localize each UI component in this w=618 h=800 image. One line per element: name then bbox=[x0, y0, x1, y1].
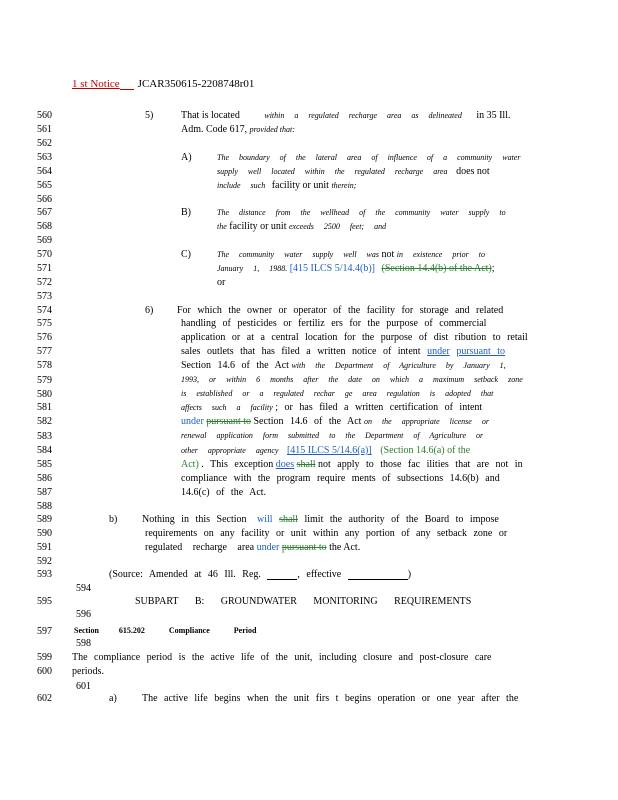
line-number-secondary: 598 bbox=[76, 638, 91, 649]
line-number: 589 bbox=[37, 514, 52, 525]
line-number: 561 bbox=[37, 124, 52, 135]
item-6-pursuant-deleted: pursuant to bbox=[206, 416, 251, 427]
line-number: 570 bbox=[37, 249, 52, 260]
item-6-line5 bbox=[181, 360, 506, 371]
item-6-label: 6) bbox=[145, 305, 154, 316]
line-number: 577 bbox=[37, 346, 52, 357]
item-C-existence: in existence prior to bbox=[396, 250, 485, 259]
line-number: 576 bbox=[37, 332, 52, 343]
item-6-license: on the appropriate license or bbox=[363, 417, 489, 426]
line-number: 597 bbox=[37, 626, 52, 637]
line-number: 592 bbox=[37, 556, 52, 567]
document-code: JCAR350615-2208748r01 bbox=[137, 78, 255, 90]
item-6-affects: affects such a facility bbox=[181, 403, 273, 412]
item-B-label: B) bbox=[181, 207, 191, 218]
item-b-under: under bbox=[256, 542, 280, 553]
header-underline bbox=[120, 89, 134, 90]
source-amended: (Source: Amended at 46 Ill. Reg. bbox=[109, 569, 261, 580]
line-number: 565 bbox=[37, 180, 52, 191]
item-C-or: or bbox=[217, 277, 226, 288]
item-b-line1 bbox=[142, 514, 499, 525]
item-6-line11 bbox=[181, 445, 470, 456]
item-C-not: not bbox=[381, 249, 395, 260]
item-b-the-act: the Act. bbox=[329, 542, 361, 553]
item-A-line1: The boundary of the lateral area of influence of a community water bbox=[217, 153, 521, 162]
item-6-line8 bbox=[181, 402, 482, 413]
line-number: 599 bbox=[37, 652, 52, 663]
item-C-line1 bbox=[217, 249, 485, 260]
section-heading bbox=[74, 626, 256, 635]
item-C-label: C) bbox=[181, 249, 191, 260]
line-number: 569 bbox=[37, 235, 52, 246]
item-B-facility: facility or unit bbox=[229, 221, 287, 232]
source-date-blank bbox=[348, 579, 408, 580]
line-number: 563 bbox=[37, 152, 52, 163]
item-6-line9 bbox=[181, 416, 489, 427]
item-6-shall-deleted: shall bbox=[296, 459, 316, 470]
line-number: 593 bbox=[37, 569, 52, 580]
item-6-under: under bbox=[181, 416, 204, 427]
line-number-secondary: 594 bbox=[76, 583, 91, 594]
notice-label: 1 st Notice bbox=[72, 78, 120, 90]
item-A-facility: facility or unit bbox=[271, 180, 329, 191]
item-6-line7: is established or a regulated rechar ge area regulation is adopted that bbox=[181, 389, 494, 398]
item-6-section-2: Section 14.6 of the Act bbox=[253, 416, 362, 427]
item-b-authority: limit the authority of the Board to impose bbox=[304, 514, 499, 525]
item-6-certification: ; or has filed a written certification of intent bbox=[275, 402, 483, 413]
subpart-heading: SUBPART B: GROUNDWATER MONITORING REQUIREMENTS bbox=[135, 596, 472, 607]
item-C-january: January 1, 1988. bbox=[217, 264, 288, 273]
line-number: 587 bbox=[37, 487, 52, 498]
line-number: 584 bbox=[37, 445, 52, 456]
line-number: 574 bbox=[37, 305, 52, 316]
item-B-exceeds: exceeds 2500 feet; and bbox=[289, 222, 387, 231]
source-effective: , effective bbox=[297, 569, 342, 580]
line-number: 564 bbox=[37, 166, 52, 177]
source-close: ) bbox=[407, 569, 412, 580]
item-A-does-not: does not bbox=[456, 166, 490, 177]
item-6-under-inserted: under bbox=[427, 346, 450, 357]
item-b-will: will bbox=[257, 514, 273, 525]
item-A-line2-italic: supply well located within the regulated recharge area bbox=[217, 167, 448, 176]
item-6-line12 bbox=[181, 459, 523, 470]
item-5-label: 5) bbox=[145, 110, 154, 121]
item-6-pursuant: pursuant to bbox=[456, 346, 506, 357]
item-5-italic: within a regulated recharge area as delineated bbox=[264, 111, 462, 120]
para-600-line2: periods. bbox=[72, 666, 104, 677]
line-number-secondary: 601 bbox=[76, 681, 91, 692]
item-5-line2 bbox=[181, 124, 295, 135]
item-6-does: does bbox=[275, 459, 295, 470]
line-number: 588 bbox=[37, 501, 52, 512]
line-number: 560 bbox=[37, 110, 52, 121]
item-b-label: b) bbox=[109, 514, 118, 525]
item-b-regulated: regulated recharge area bbox=[145, 542, 255, 553]
line-number: 602 bbox=[37, 693, 52, 704]
line-number: 568 bbox=[37, 221, 52, 232]
item-5-text: That is located bbox=[181, 110, 240, 121]
item-6-act: Act) bbox=[181, 459, 199, 470]
item-6-line10: renewal application form submitted to the Department of Agriculture or bbox=[181, 431, 484, 440]
line-number: 567 bbox=[37, 207, 52, 218]
item-b-line3 bbox=[145, 542, 360, 553]
section-title: Compliance Period bbox=[168, 626, 257, 635]
item-6-line13: compliance with the program require ments of subsections 14.6(b) and bbox=[181, 473, 500, 484]
line-number: 575 bbox=[37, 318, 52, 329]
item-6-sales: sales outlets that has filed a written notice of intent bbox=[181, 346, 421, 357]
line-number: 595 bbox=[37, 596, 52, 607]
line-number: 571 bbox=[37, 263, 52, 274]
item-b-pursuant-deleted: pursuant to bbox=[281, 542, 327, 553]
line-number: 583 bbox=[37, 431, 52, 442]
item-6-line1: For which the owner or operator of the facility for storage and related bbox=[177, 305, 504, 316]
item-6-line4 bbox=[181, 346, 505, 357]
para-602-label: a) bbox=[109, 693, 117, 704]
item-6-department: with the Department of Agriculture by January 1, bbox=[291, 361, 506, 370]
line-number: 566 bbox=[37, 194, 52, 205]
item-A-line3 bbox=[217, 180, 356, 191]
item-6-line14: 14.6(c) of the Act. bbox=[181, 487, 267, 498]
line-number: 578 bbox=[37, 360, 52, 371]
source-note bbox=[109, 569, 411, 580]
section-number: 615.202 bbox=[118, 626, 145, 635]
line-number: 580 bbox=[37, 389, 52, 400]
item-6-other-agency: other appropriate agency bbox=[181, 446, 279, 455]
item-C-line2 bbox=[217, 263, 495, 274]
document-header bbox=[72, 78, 254, 90]
item-b-line2: requirements on any facility or unit within any portion of any setback zone or bbox=[145, 528, 508, 539]
item-B-line1: The distance from the wellhead of the community water supply to bbox=[217, 208, 506, 217]
item-6-line2: handling of pesticides or fertiliz ers for the purpose of commercial bbox=[181, 318, 487, 329]
item-C-semicolon: ; bbox=[491, 263, 495, 274]
section-label: Section bbox=[74, 626, 99, 635]
line-number: 600 bbox=[37, 666, 52, 677]
item-B-line2 bbox=[217, 221, 386, 232]
line-number: 590 bbox=[37, 528, 52, 539]
para-602-line1: The active life begins when the unit firs t begins operation or one year after the bbox=[142, 693, 519, 704]
item-C-community: The community water supply well was bbox=[217, 250, 379, 259]
line-number: 585 bbox=[37, 459, 52, 470]
item-6-section: Section 14.6 of the Act bbox=[181, 360, 289, 371]
item-C-deleted-cite: (Section 14.4(b) of the Act) bbox=[381, 263, 492, 274]
item-6-exception: . This exception bbox=[201, 459, 274, 470]
item-b-nothing: Nothing in this Section bbox=[142, 514, 247, 525]
para-599-line1: The compliance period is the active life of the unit, including closure and post-closure care bbox=[72, 652, 492, 663]
item-b-shall-deleted: shall bbox=[279, 514, 298, 525]
line-number: 579 bbox=[37, 375, 52, 386]
line-number: 572 bbox=[37, 277, 52, 288]
source-reg-blank bbox=[267, 579, 297, 580]
item-6-inserted-cite: [415 ILCS 5/14.6(a)] bbox=[286, 445, 372, 456]
item-C-inserted-cite: [415 ILCS 5/14.4(b)] bbox=[289, 263, 375, 274]
item-6-section-cite: (Section 14.6(a) of the bbox=[380, 445, 471, 456]
item-B-the: the bbox=[217, 222, 227, 231]
line-number-secondary: 596 bbox=[76, 609, 91, 620]
item-6-line3: application or at a central location for the purpose of dist ribution to retail bbox=[181, 332, 528, 343]
item-A-label: A) bbox=[181, 152, 192, 163]
item-5-ref: in 35 Ill. bbox=[476, 110, 511, 121]
line-number: 562 bbox=[37, 138, 52, 149]
line-number: 581 bbox=[37, 402, 52, 413]
item-6-not-apply: not apply to those fac ilities that are not in bbox=[318, 459, 523, 470]
line-number: 586 bbox=[37, 473, 52, 484]
item-5-line1 bbox=[181, 110, 511, 121]
line-number: 582 bbox=[37, 416, 52, 427]
item-A-include: include such bbox=[217, 181, 266, 190]
item-5-provided: provided that: bbox=[249, 125, 295, 134]
item-6-line6: 1993, or within 6 months after the date on which a maximum setback zone bbox=[181, 375, 523, 384]
line-number: 573 bbox=[37, 291, 52, 302]
item-5-adm-code: Adm. Code 617, bbox=[181, 124, 248, 135]
item-A-line2 bbox=[217, 166, 490, 177]
line-number: 591 bbox=[37, 542, 52, 553]
item-A-therein: therein; bbox=[331, 181, 357, 190]
